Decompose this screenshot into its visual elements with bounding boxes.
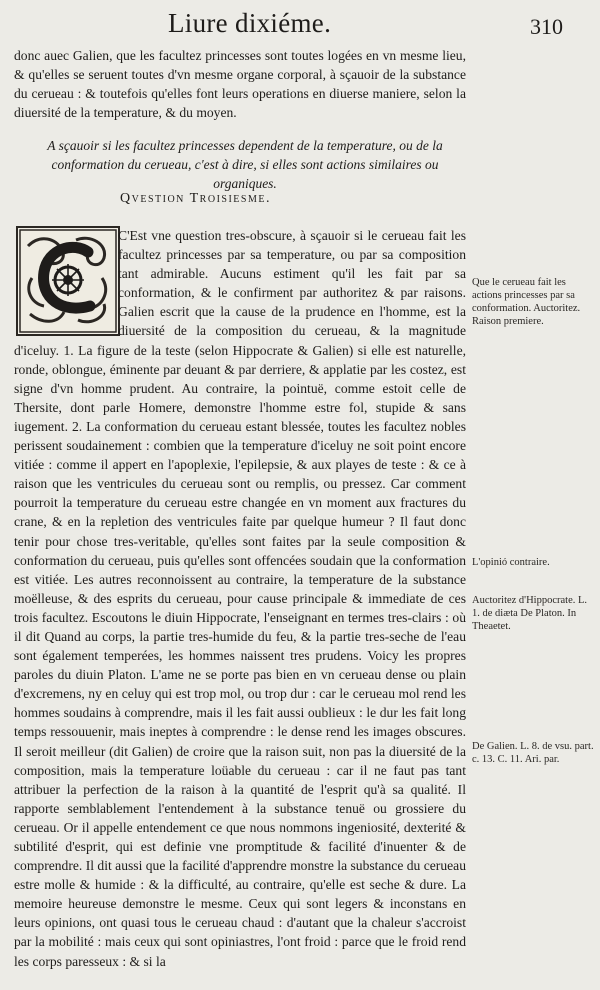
- intro-paragraph-block: [14, 46, 466, 122]
- running-head: [0, 6, 600, 40]
- question-body-paragraph: C'Est vne question tres-obscure, à sçauoir si le cerueau fait les facultez princesses par sa temperature, ou par sa composition tant admirable. Aucuns estiment qu'il les fait par sa conformation, & le confirment par authoritez & par raisons. Galien escrit que la cause de la prudence en l'homme, est la diuersité de la composition du cerueau, & la magnitude d'iceluy. 1. La figure de la teste (selon Hippocrate & Galien) si elle est naturelle, ronde, oblongue, éminente par deuant & par derriere, & applatie par les costez, est signe d'vn homme prudent. Au contraire, la pointuë, comme estoit celle de Thersite, dont parle Homere, demonstre l'homme estre fol, stupide & sans iugement. 2. La conformation du cerueau estant blessée, toutes les facultez nobles perissent soudainement : combien que la temperature d'iceluy ne soit point encore vitiée : comme il appert en l'apoplexie, l'epilepsie, & aux playes de teste : & ce à raison que les ventricules du cerueau sont ou remplis, ou pressez. Car comment pourroit la temperature du cerueau estre changée en vn moment aux fractures du crane, & en la repletion des ventricules faite par quelque humeur ? Il faut donc tenir pour chose tres-veritable, qu'elles sont faites par la seule composition & conformation du cerueau, puis qu'elles sont offencées soudain que la conformation est vitiée. Les autres reconnoissent au contraire, la temperature de la substance moëlleuse, & des esprits du cerueau, pour cause principale & immediate de ces trois facultez. Escoutons le diuin Hippocrate, l'enseignant en termes tres-clairs : où il dit Quand au corps, la partie tres-humide du feu, & la partie tres-seche de l'eau sont également temperées, les hommes naissent tres prudens. Voicy les propres paroles du diuin Platon. L'ame ne se porte pas bien en vn cerueau dense ou plain d'excremens, ny en celuy qui est trop mol, ou trop dur : car le cerueau mol rend les hommes soudains à comprendre, mais il les fait aussi oublieux : le dur les fait long temps ressouuenir, mais ineptes à comprendre : le dense rend les images obscures. Il seroit meilleur (dit Galien) de croire que la raison suit, non pas la diuersité de la composition, mais la temperature loüable du cerueau : car il ne faut pas tant attribuer la perfection de la raison à la quantité de l'esprit qu'à sa qualité. Il rapporte semblablement l'entendement à la substance tenuë ou grossiere du cerueau. Or il appelle entendement ce que nous nommons ingeniosité, dexterité & subtilité d'esprit, qui est definie vne promptitude & facilité d'inuenter & de comprendre. Il dit aussi que la facilité d'apprendre monstre la substance du cerueau estre molle & humide : & la difficulté, au contraire, qu'elle est seche & dure. La memoire heureuse demonstre le mesme. Ceux qui sont legers & inconstans en leurs opinions, ont quasi tous le cerueau chaud : d'autant que la chaleur s'accroist par la mobilité : mais ceux qui sont opiniastres, l'ont froid : parce que le froid rend les corps paresseux : & si la: [14, 228, 466, 969]
- chapter-summary: A sçauoir si les facultez princesses dependent de la temperature, ou de la conformation du cerueau, c'est à dire, si elles sont actions similaires ou organiques.: [47, 138, 443, 191]
- question-body: [14, 226, 466, 971]
- running-head-title: Liure dixiéme.: [168, 8, 332, 38]
- margin-note-galien: De Galien. L. 8. de vsu. part. c. 13. C. 11. Ari. par.: [472, 741, 594, 765]
- intro-paragraph: donc auec Galien, que les facultez princesses sont toutes logées en vn mesme lieu, & qu'elles se seruent toutes d'vn mesme organe corporal, à sçauoir de la substance du cerueau : & toutefois qu'elles font leurs operations en diuerse maniere, selon la diuersité de la temperature, & du moyen.: [14, 48, 466, 121]
- margin-note-authorities: Auctoritez d'Hippocrate. L. 1. de diæta De Platon. In Theaetet.: [472, 595, 588, 632]
- margin-note-conformation: Que le cerueau fait les actions princesses par sa conformation. Auctoritez. Raison premiere.: [472, 277, 581, 327]
- margin-note-contrary-opinion: L'opinió contraire.: [472, 557, 550, 568]
- page-number: 310: [530, 14, 563, 39]
- question-heading: Qvestion Troisiesme.: [120, 191, 271, 206]
- initial-spacer: [14, 226, 118, 334]
